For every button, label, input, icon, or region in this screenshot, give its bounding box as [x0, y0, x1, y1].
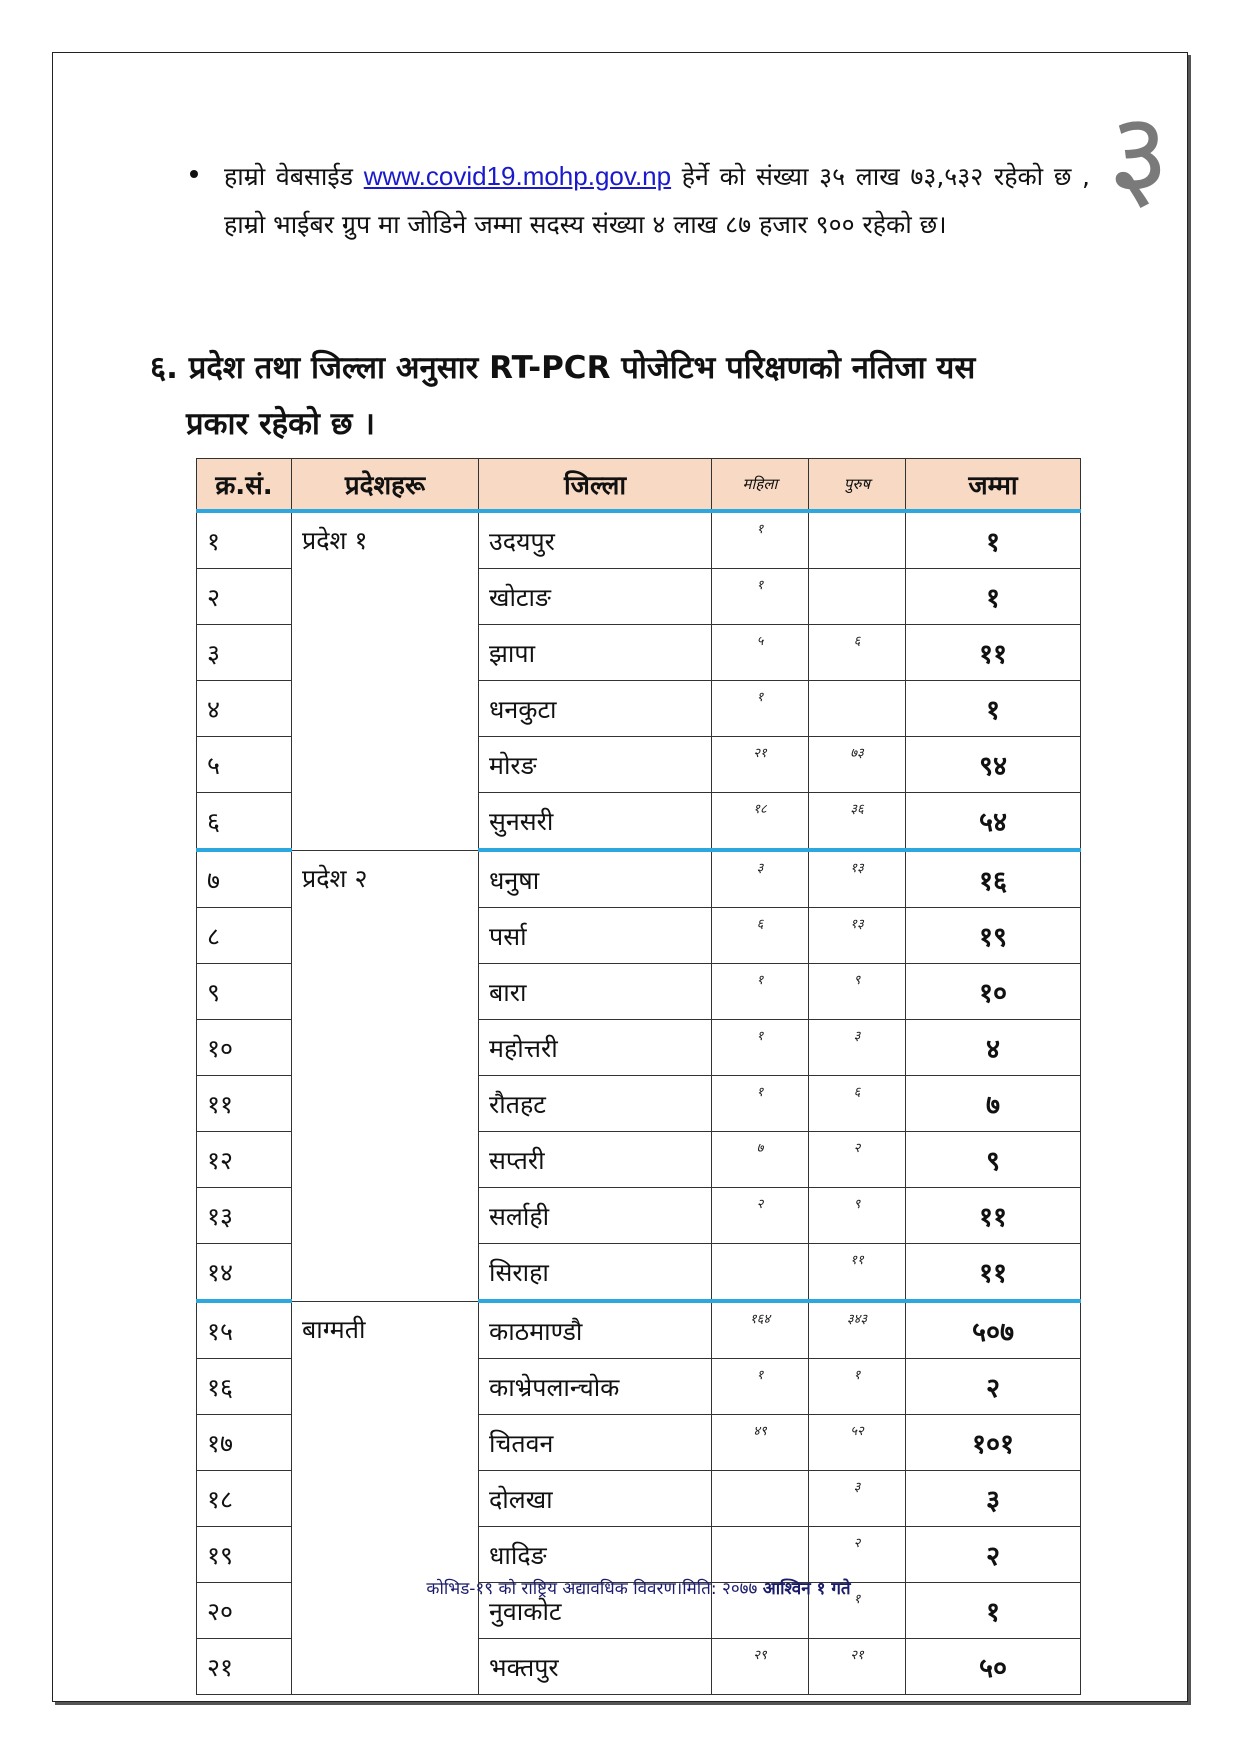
cell-male: ३४३	[809, 1301, 906, 1359]
table-row	[197, 511, 1081, 569]
cell-male: ९	[809, 1188, 906, 1244]
cell-district: झापा	[479, 625, 712, 681]
cell-district: उदयपुर	[479, 511, 712, 569]
cell-sn: ६	[197, 793, 292, 851]
cell-female: २	[712, 1188, 809, 1244]
footer-date: आश्विन १ गते	[762, 1579, 851, 1599]
cell-district: भक्तपुर	[479, 1639, 712, 1695]
cell-district: काठमाण्डौ	[479, 1301, 712, 1359]
cell-sn: १३	[197, 1188, 292, 1244]
cell-sn: ३	[197, 625, 292, 681]
cell-total: ११	[906, 1244, 1081, 1302]
cell-male: २	[809, 1132, 906, 1188]
section-heading-line1: ६. प्रदेश तथा जिल्ला अनुसार RT-PCR पोजेटिभ परिक्षणको नतिजा यस	[150, 350, 976, 386]
header-total: जम्मा	[906, 459, 1081, 512]
cell-district: सर्लाही	[479, 1188, 712, 1244]
cell-male: ९	[809, 964, 906, 1020]
cell-male: ६	[809, 1076, 906, 1132]
cell-female: १	[712, 569, 809, 625]
bullet-icon	[190, 170, 198, 178]
cell-total: ९	[906, 1132, 1081, 1188]
cell-male	[809, 511, 906, 569]
cell-female: ७	[712, 1132, 809, 1188]
cell-female: १	[712, 511, 809, 569]
cell-total: २	[906, 1527, 1081, 1583]
cell-district: महोत्तरी	[479, 1020, 712, 1076]
cell-female: १	[712, 1020, 809, 1076]
cell-total: १	[906, 569, 1081, 625]
cell-male: ३६	[809, 793, 906, 851]
cell-sn: १७	[197, 1415, 292, 1471]
cell-sn: १०	[197, 1020, 292, 1076]
cell-total: १६	[906, 850, 1081, 908]
cell-district: दोलखा	[479, 1471, 712, 1527]
cell-sn: १८	[197, 1471, 292, 1527]
cell-female: ४९	[712, 1415, 809, 1471]
cell-sn: ७	[197, 850, 292, 908]
cell-sn: ८	[197, 908, 292, 964]
cell-sn: १९	[197, 1527, 292, 1583]
cell-female: २९	[712, 1639, 809, 1695]
cell-district: चितवन	[479, 1415, 712, 1471]
cell-total: ३	[906, 1471, 1081, 1527]
cell-district: धनुषा	[479, 850, 712, 908]
page-number: ३	[1108, 86, 1170, 224]
bullet-paragraph	[190, 152, 1090, 249]
cell-district: बारा	[479, 964, 712, 1020]
cell-total: २	[906, 1359, 1081, 1415]
cell-total: ९४	[906, 737, 1081, 793]
cell-district: सिराहा	[479, 1244, 712, 1302]
cell-female: ३	[712, 850, 809, 908]
cell-total: ७	[906, 1076, 1081, 1132]
footer	[196, 1576, 1081, 1599]
cell-total: १	[906, 511, 1081, 569]
cell-total: ११	[906, 1188, 1081, 1244]
cell-sn: ४	[197, 681, 292, 737]
cell-sn: ११	[197, 1076, 292, 1132]
section-heading	[150, 340, 1070, 452]
header-female: महिला	[712, 459, 809, 512]
cell-male: ११	[809, 1244, 906, 1302]
cell-sn: ५	[197, 737, 292, 793]
cell-total: १९	[906, 908, 1081, 964]
cell-male: ५२	[809, 1415, 906, 1471]
cell-province: प्रदेश २	[292, 850, 479, 1301]
footer-text: कोभिड-१९ को राष्ट्रिय अद्यावधिक विवरण।मिति: २०७७	[426, 1579, 758, 1599]
cell-female: २१	[712, 737, 809, 793]
cell-district: धादिङ	[479, 1527, 712, 1583]
cell-sn: १५	[197, 1301, 292, 1359]
cell-total: ११	[906, 625, 1081, 681]
cell-district: खोटाङ	[479, 569, 712, 625]
table-row	[197, 1301, 1081, 1359]
table-row	[197, 850, 1081, 908]
cell-total: ५०	[906, 1639, 1081, 1695]
cell-district: मोरङ	[479, 737, 712, 793]
cell-district: काभ्रेपलान्चोक	[479, 1359, 712, 1415]
cell-sn: १	[197, 511, 292, 569]
cell-female: ६	[712, 908, 809, 964]
header-province: प्रदेशहरू	[292, 459, 479, 512]
cell-male	[809, 569, 906, 625]
cell-female: १६४	[712, 1301, 809, 1359]
cell-sn: २	[197, 569, 292, 625]
cell-district: सुनसरी	[479, 793, 712, 851]
cell-district: रौतहट	[479, 1076, 712, 1132]
cell-female	[712, 1244, 809, 1302]
cell-sn: ९	[197, 964, 292, 1020]
bullet-text	[224, 152, 1090, 249]
header-male: पुरुष	[809, 459, 906, 512]
cell-district: नुवाकोट	[479, 1583, 712, 1639]
cell-male: १	[809, 1583, 906, 1639]
cell-district: धनकुटा	[479, 681, 712, 737]
cell-district: सप्तरी	[479, 1132, 712, 1188]
cell-province: बाग्मती	[292, 1301, 479, 1695]
cell-male: १३	[809, 850, 906, 908]
cell-male: २	[809, 1527, 906, 1583]
website-link[interactable]: www.covid19.mohp.gov.np	[363, 161, 672, 191]
cell-sn: १२	[197, 1132, 292, 1188]
cell-sn: १४	[197, 1244, 292, 1302]
cell-female: १	[712, 681, 809, 737]
cell-total: ५०७	[906, 1301, 1081, 1359]
cell-total: १०	[906, 964, 1081, 1020]
cell-sn: २०	[197, 1583, 292, 1639]
cell-male: १३	[809, 908, 906, 964]
cell-total: १०१	[906, 1415, 1081, 1471]
province-district-table	[196, 458, 1081, 1695]
cell-male: ६	[809, 625, 906, 681]
cell-total: १	[906, 681, 1081, 737]
cell-female: ५	[712, 625, 809, 681]
header-district: जिल्ला	[479, 459, 712, 512]
cell-district: पर्सा	[479, 908, 712, 964]
cell-male: ३	[809, 1471, 906, 1527]
cell-female: १८	[712, 793, 809, 851]
cell-total: ४	[906, 1020, 1081, 1076]
cell-female	[712, 1471, 809, 1527]
cell-male: २१	[809, 1639, 906, 1695]
header-sn: क्र.सं.	[197, 459, 292, 512]
cell-female: १	[712, 1076, 809, 1132]
bullet-text-after: हेर्ने को संख्या ३५ लाख ७३,५३२ रहेको छ , हाम्रो भाईबर ग्रुप मा जोडिने जम्मा सदस्य संख्या ४ लाख ८७ हजार ९०० रहेको छ।	[224, 162, 1090, 239]
cell-female: १	[712, 964, 809, 1020]
section-heading-line2: प्रकार रहेको छ ।	[186, 406, 375, 442]
cell-female: १	[712, 1359, 809, 1415]
cell-sn: २१	[197, 1639, 292, 1695]
cell-sn: १६	[197, 1359, 292, 1415]
cell-province: प्रदेश १	[292, 511, 479, 850]
cell-total: १	[906, 1583, 1081, 1639]
table-header-row	[197, 459, 1081, 512]
cell-male: ३	[809, 1020, 906, 1076]
cell-male: ७३	[809, 737, 906, 793]
cell-total: ५४	[906, 793, 1081, 851]
cell-female	[712, 1527, 809, 1583]
table-body	[197, 511, 1081, 1695]
cell-male: १	[809, 1359, 906, 1415]
bullet-text-before: हाम्रो वेबसाईड	[224, 162, 364, 191]
cell-male	[809, 681, 906, 737]
